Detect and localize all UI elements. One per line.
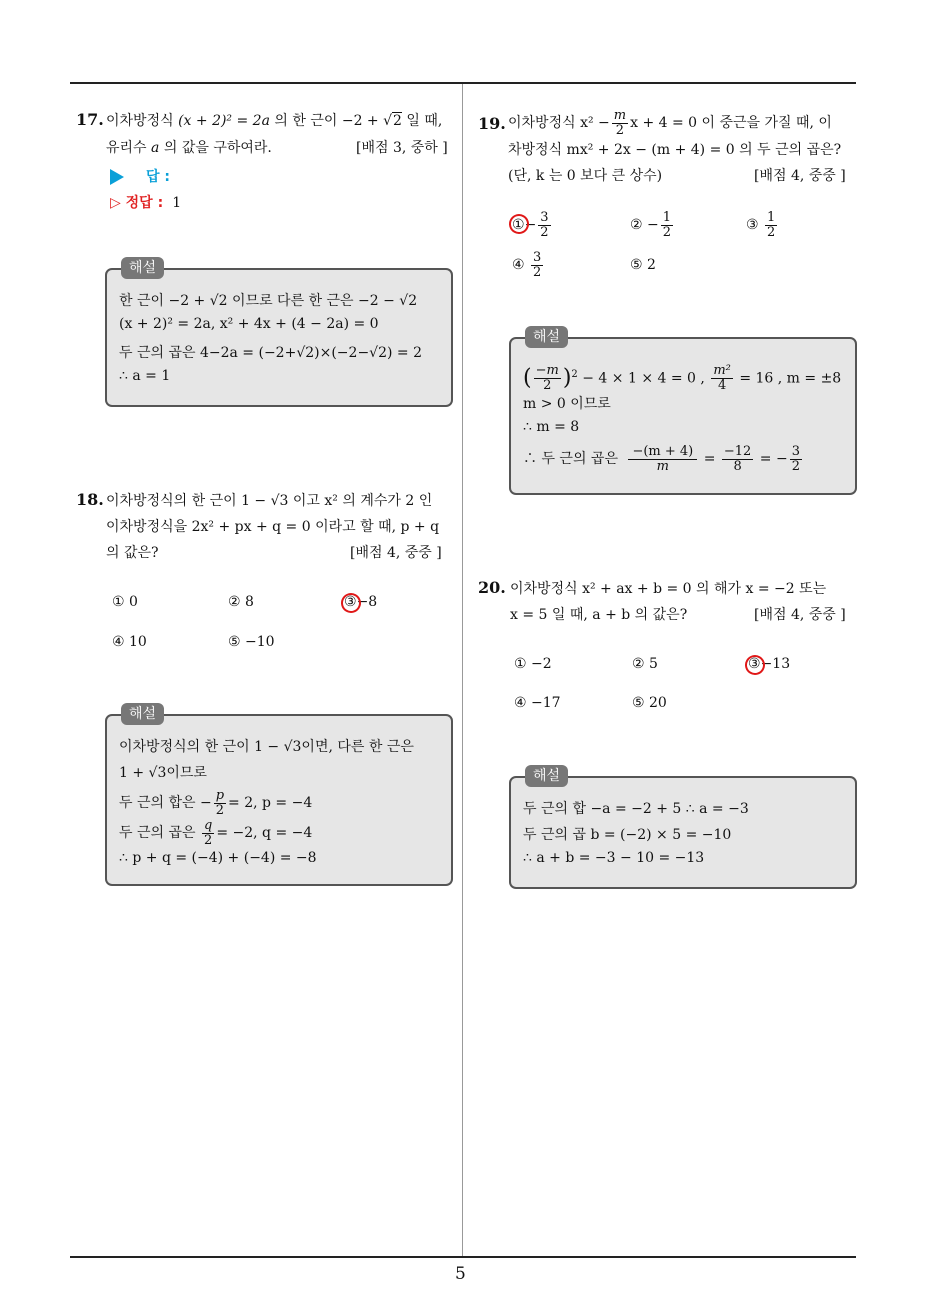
variable: a xyxy=(151,140,160,156)
question-text: x + 4 = 0 이 중근을 가질 때, 이 xyxy=(630,115,832,131)
question-line-2 xyxy=(106,137,272,157)
score-meta: [배점 4, 중중 ] xyxy=(754,607,846,623)
fraction xyxy=(534,364,561,393)
question-line-2: 이차방정식을 2x² + px + q = 0 이라고 할 때, p + q xyxy=(106,519,440,535)
sign: − xyxy=(524,217,537,233)
fraction xyxy=(202,819,214,848)
solution-line: 두 근의 곱 b = (−2) × 5 = −10 xyxy=(523,827,732,843)
solution-line: 두 근의 곱은 4−2a = (−2+√2)×(−2−√2) = 2 xyxy=(119,345,423,361)
question-number: 17. xyxy=(76,110,104,129)
numerator: 1 xyxy=(662,209,672,225)
choice-2[interactable]: ② 8 xyxy=(228,594,254,610)
correct-answer-label: ▷ 정답 : xyxy=(110,195,164,211)
question-text: 이차방정식 xyxy=(106,113,174,129)
numerator: 1 xyxy=(767,209,776,225)
choice-1[interactable]: ① 0 xyxy=(112,594,138,610)
score-meta: [배점 4, 중중 ] xyxy=(350,545,442,561)
choice-3[interactable] xyxy=(344,594,377,610)
question-text: 일 때, xyxy=(406,113,443,129)
solution-tag: 해설 xyxy=(525,326,568,348)
choice-2[interactable] xyxy=(630,208,675,242)
question-text: 의 한 근이 xyxy=(274,113,338,129)
choice-marker: ② xyxy=(630,217,643,233)
answer-row xyxy=(110,166,170,186)
choice-value: −8 xyxy=(356,594,378,610)
question-text: 의 값을 구하여라. xyxy=(163,140,272,156)
denominator: 2 xyxy=(543,378,552,394)
choice-4[interactable]: ④ −17 xyxy=(514,695,561,711)
denominator: 2 xyxy=(540,224,549,240)
denominator: 2 xyxy=(204,832,213,848)
denominator: 2 xyxy=(662,224,672,240)
fraction xyxy=(628,445,697,474)
fraction xyxy=(661,211,673,240)
question-number: 20. xyxy=(478,578,506,597)
score-meta: [배점 4, 중중 ] xyxy=(754,168,846,184)
solution-line xyxy=(119,818,312,848)
choice-marker: ⑤ xyxy=(630,257,643,273)
fraction xyxy=(214,789,226,818)
denominator: 2 xyxy=(215,802,224,818)
choice-marker: ③ xyxy=(748,656,761,672)
choice-2[interactable]: ② 5 xyxy=(632,656,658,672)
choice-5[interactable]: ⑤ 20 xyxy=(632,695,667,711)
solution-box xyxy=(509,768,857,889)
choice-marker: ③ xyxy=(746,217,759,233)
play-icon xyxy=(110,169,124,185)
solution-line: 이차방정식의 한 근이 1 − √3이면, 다른 한 근은 xyxy=(119,739,414,755)
solution-line: 한 근이 −2 + √2 이므로 다른 한 근은 −2 − √2 xyxy=(119,293,418,309)
bottom-rule xyxy=(70,1256,856,1258)
fraction xyxy=(790,445,802,474)
choice-marker: ④ xyxy=(512,257,525,273)
question-line-1 xyxy=(508,106,832,140)
solution-box xyxy=(105,260,453,407)
fraction xyxy=(612,109,628,138)
solution-text: ∴ 두 근의 곱은 xyxy=(523,451,618,467)
equation: (x + 2)² = 2a xyxy=(178,113,270,129)
question-text: 이차방정식 x² − xyxy=(508,115,610,131)
sqrt-value: 2 xyxy=(393,113,402,129)
fraction xyxy=(531,251,543,280)
denominator: 2 xyxy=(791,458,800,474)
denominator: 2 xyxy=(615,122,625,138)
choice-1[interactable]: ① −2 xyxy=(514,656,552,672)
numerator: −m xyxy=(535,363,559,379)
fraction xyxy=(538,211,550,240)
question-number: 18. xyxy=(76,490,104,509)
solution-text: 두 근의 곱은 xyxy=(119,825,200,841)
fraction xyxy=(711,364,733,393)
question-line-3: 의 값은? xyxy=(106,545,159,561)
solution-text: = 16 , m = ±8 xyxy=(739,370,842,387)
choice-5[interactable]: ⑤ −10 xyxy=(228,634,275,650)
fraction xyxy=(765,211,777,240)
denominator: m xyxy=(656,458,669,474)
numerator: m² xyxy=(713,363,731,379)
numerator: −(m + 4) xyxy=(628,445,697,460)
solution-line: (x + 2)² = 2a, x² + 4x + (4 − 2a) = 0 xyxy=(119,316,379,332)
solution-line: ∴ a = 1 xyxy=(119,368,171,384)
denominator: 2 xyxy=(767,224,776,240)
choice-marker: ③ xyxy=(344,594,357,610)
question-line-3: (단, k 는 0 보다 큰 상수) xyxy=(508,168,663,184)
question-line-1: 이차방정식 x² + ax + b = 0 의 해가 x = −2 또는 xyxy=(510,581,827,597)
solution-line: ( $\frac{-m}{2}$ )$^2$ − 4 × 1 × 4 = 0 , $\frac{\text{m²}}{4}$ = 16 , m = ±8 xyxy=(523,363,842,394)
solution-line: ∴ a + b = −3 − 10 = −13 xyxy=(523,850,705,866)
solution-tag: 해설 xyxy=(121,703,164,725)
denominator: 4 xyxy=(717,378,727,394)
fraction xyxy=(722,445,753,474)
exponent: 2 xyxy=(571,369,578,380)
sign: − xyxy=(647,217,659,233)
question-line-1: 이차방정식 (x + 2)² = 2a 의 한 근이 −2 + √2 일 때, xyxy=(106,113,443,129)
choice-3[interactable] xyxy=(748,656,790,672)
solution-line xyxy=(119,788,312,818)
question-line-2: x = 5 일 때, a + b 의 값은? xyxy=(510,607,688,623)
solution-tag: 해설 xyxy=(525,765,568,787)
choice-value: 2 xyxy=(647,257,656,273)
correct-answer-value: 1 xyxy=(172,195,182,211)
solution-line: m > 0 이므로 xyxy=(523,396,611,412)
numerator: q xyxy=(203,817,213,833)
solution-text: = xyxy=(703,451,716,467)
score-meta: [배점 3, 중하 ] xyxy=(356,140,448,156)
question-text: 유리수 xyxy=(106,140,147,156)
numerator: p xyxy=(215,787,225,803)
solution-text: − 4 × 1 × 4 = 0 , xyxy=(582,370,705,387)
correct-answer-row xyxy=(110,192,181,212)
question-number: 19. xyxy=(478,114,506,133)
answer-label: 답 : xyxy=(146,169,170,185)
choice-5[interactable] xyxy=(630,248,656,282)
choice-value: −13 xyxy=(760,656,791,672)
top-rule xyxy=(70,82,856,84)
solution-text: = − xyxy=(759,451,788,467)
value: −2 + xyxy=(341,113,384,129)
solution-text: 두 근의 합은 − xyxy=(119,795,212,811)
choice-4[interactable] xyxy=(512,248,545,282)
solution-text: = 2, p = −4 xyxy=(228,795,313,811)
solution-box xyxy=(105,706,453,886)
numerator: m xyxy=(613,107,627,123)
numerator: −12 xyxy=(723,443,752,459)
denominator: 8 xyxy=(733,458,742,474)
question-line-1: 이차방정식의 한 근이 1 − √3 이고 x² 의 계수가 2 인 xyxy=(106,493,433,509)
numerator: 3 xyxy=(540,209,549,225)
solution-tag: 해설 xyxy=(121,257,164,279)
numerator: 3 xyxy=(791,443,800,459)
choice-1[interactable] xyxy=(512,208,553,242)
solution-line xyxy=(523,441,804,477)
question-line-2: 차방정식 mx² + 2x − (m + 4) = 0 의 두 근의 곱은? xyxy=(508,142,842,158)
denominator: 2 xyxy=(533,264,542,280)
choice-4[interactable]: ④ 10 xyxy=(112,634,147,650)
choice-3[interactable] xyxy=(746,208,779,242)
choice-marker: ① xyxy=(512,217,525,233)
solution-line: ∴ m = 8 xyxy=(523,419,580,435)
solution-line: 두 근의 합 −a = −2 + 5 ∴ a = −3 xyxy=(523,801,749,817)
column-divider xyxy=(462,84,463,1256)
numerator: 3 xyxy=(533,249,542,265)
solution-text: = −2, q = −4 xyxy=(216,825,313,841)
solution-line: ∴ p + q = (−4) + (−4) = −8 xyxy=(119,850,317,866)
solution-line: 1 + √3이므로 xyxy=(119,765,207,781)
page-number: 5 xyxy=(455,1264,466,1284)
solution-box xyxy=(509,329,857,495)
